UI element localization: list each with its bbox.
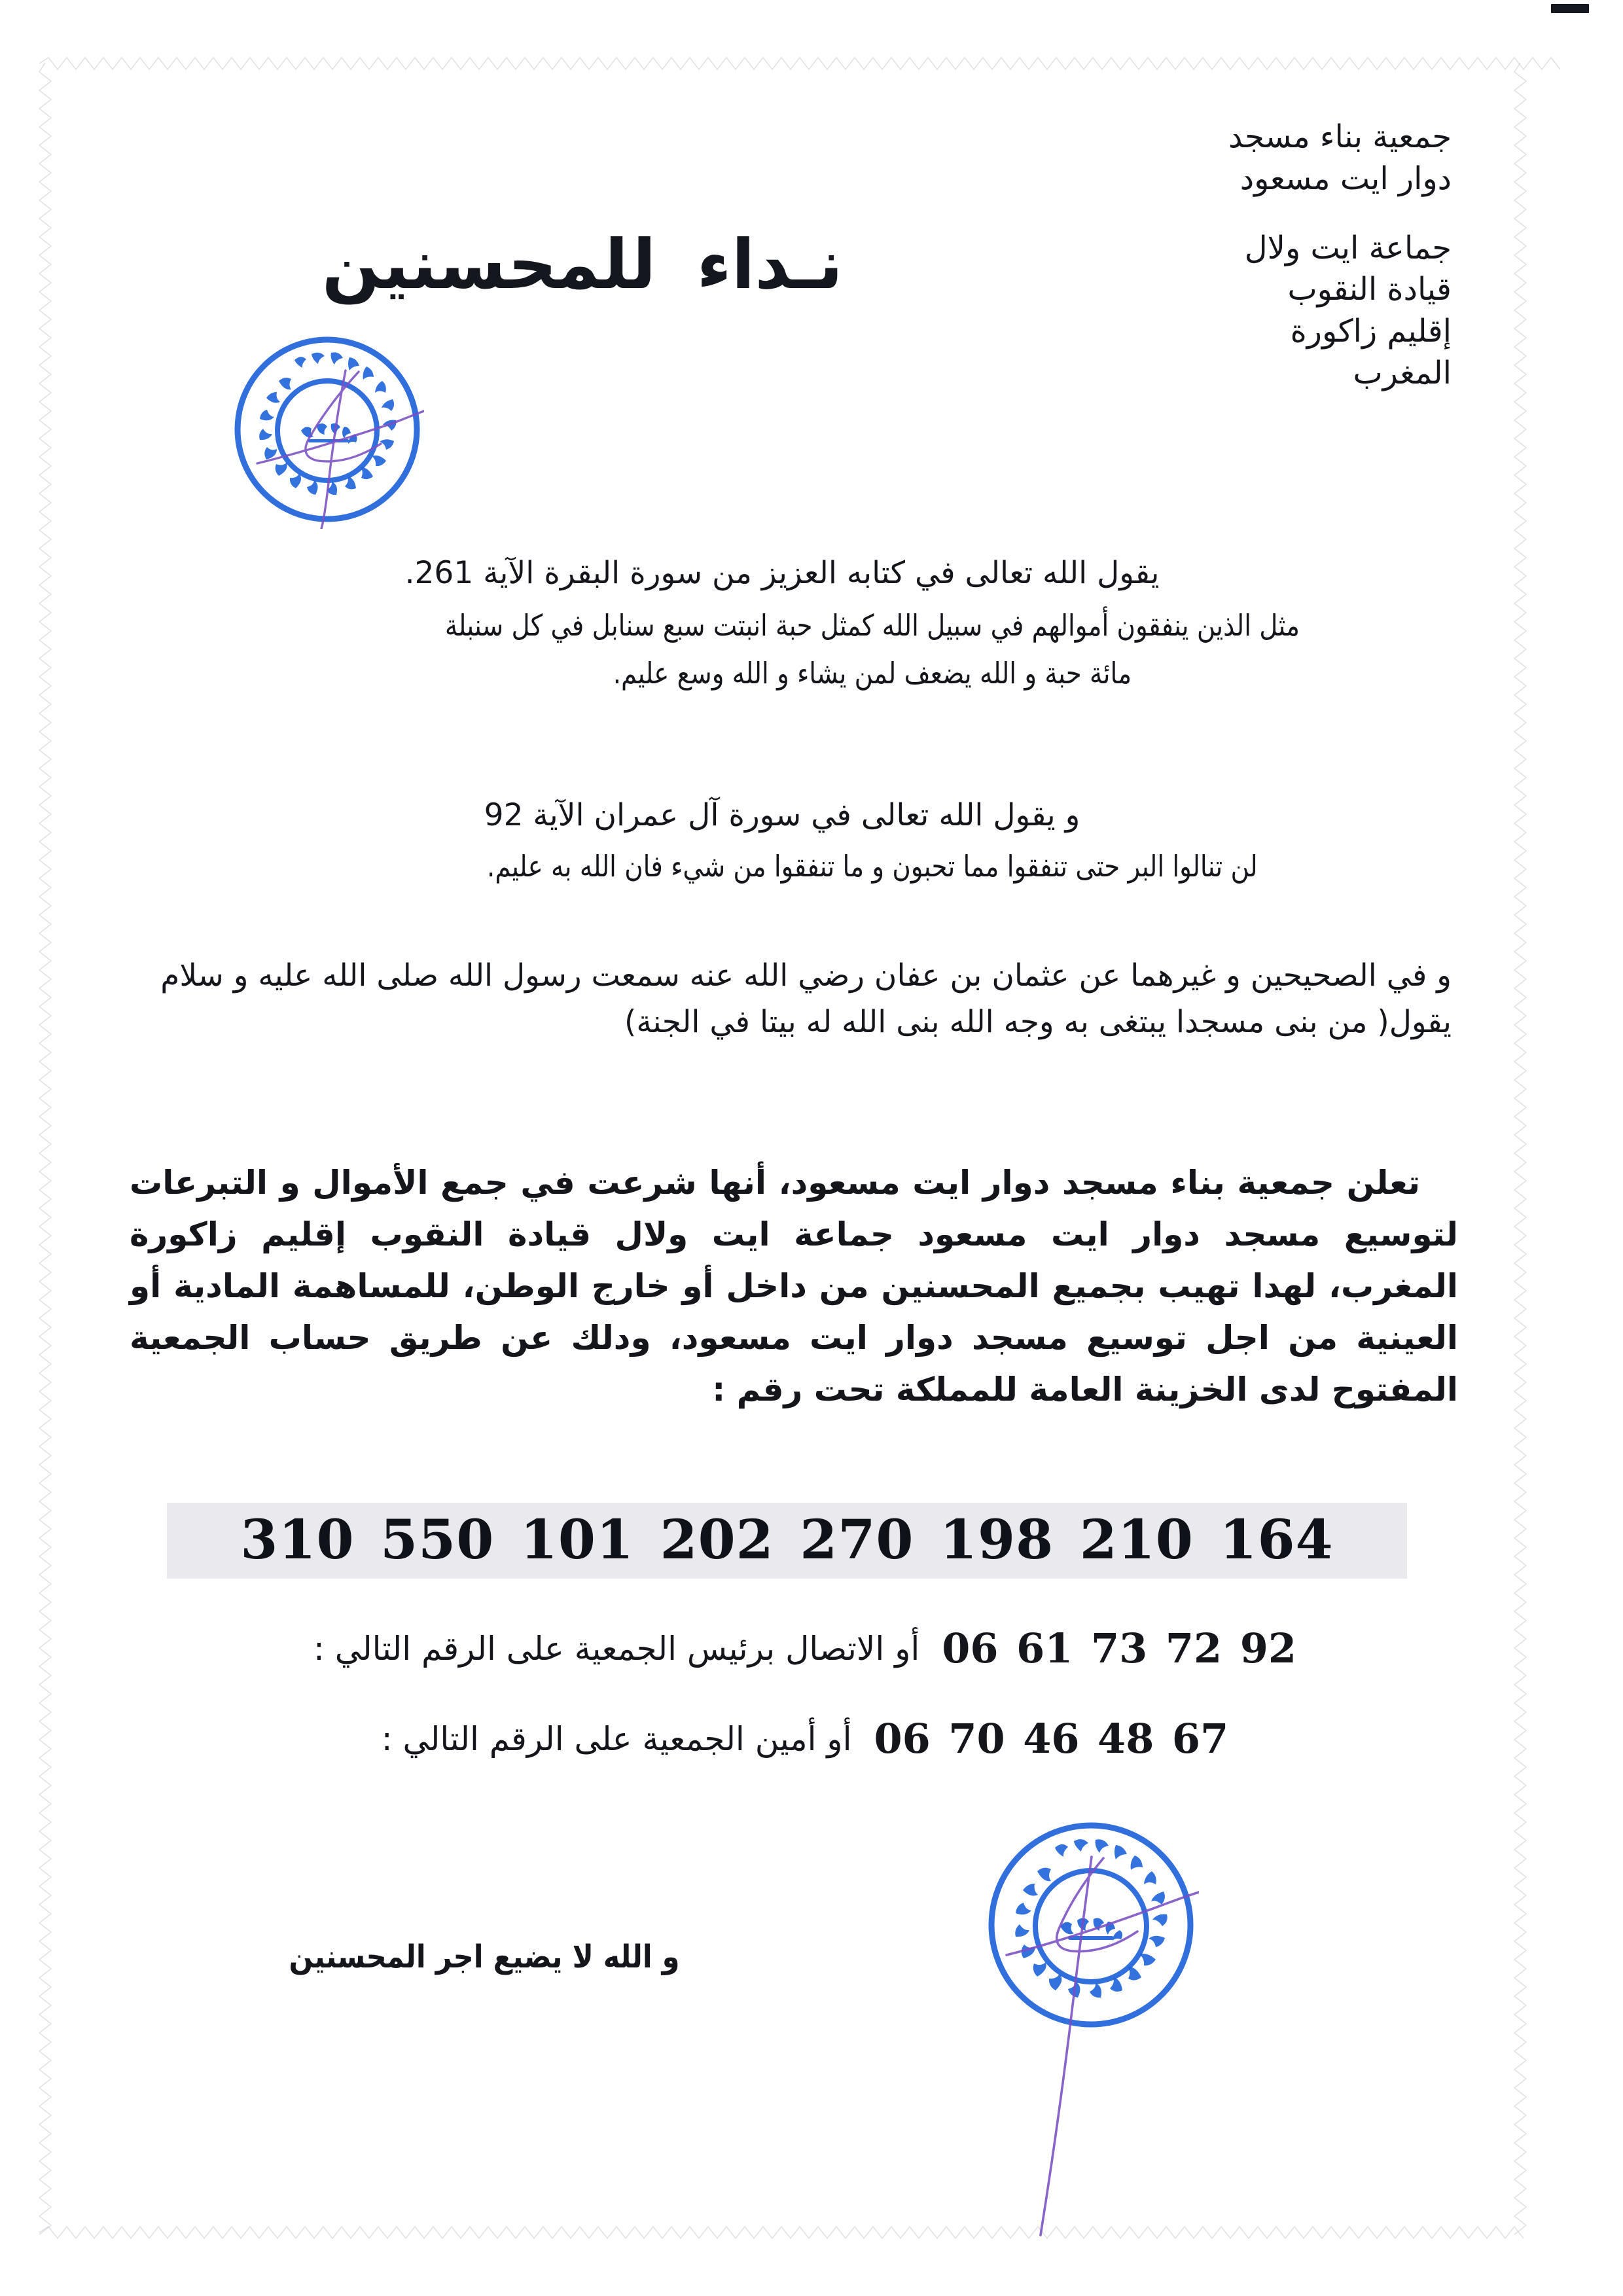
page-title: نـداء للمحسنين: [321, 224, 844, 304]
scan-edge-left: [38, 63, 52, 2242]
closing-invocation: و الله لا يضيع اجر المحسنين: [289, 1939, 680, 1975]
scan-corner-mark: [1551, 4, 1589, 13]
account-number: 310 550 101 202 270 198 210 164: [240, 1509, 1334, 1571]
contact-president-number[interactable]: 06 61 73 72 92: [942, 1624, 1297, 1672]
circular-stamp-icon: [991, 1825, 1190, 2024]
verse-baqarah-line-1: مثل الذين ينفقون أموالهم في سبيل الله كمثل حبة انبتت سبع سنابل في كل سنبلة: [444, 608, 1300, 643]
letterhead-spacer: [954, 200, 1452, 228]
scan-edge-bottom: [39, 2225, 1525, 2240]
verse-baqarah-line-2: مائة حبة و الله يضعف لمن يشاء و الله وسع عليم.: [613, 655, 1132, 691]
contact-president-label: أو الاتصال برئيس الجمعية على الرقم التالي :: [313, 1630, 920, 1668]
letterhead-line-country: المغرب: [1353, 355, 1452, 392]
letterhead-line-caidat: قيادة النقوب: [1287, 271, 1452, 308]
verse-text-baqarah: [318, 602, 1427, 698]
hadith-paragraph: و في الصحيحين و غيرهما عن عثمان بن عفان رضي الله عنه سمعت رسول الله صلى الله عليه و سلام يقول( من بنى مسجدا يبتغى به وجه الله بنى الله له بيتا في الجنة): [160, 958, 1452, 1041]
contact-treasurer: [183, 1715, 1427, 1763]
association-seal-bottom: [983, 1816, 1199, 2261]
contact-president: [183, 1624, 1427, 1672]
letterhead-line-association: جمعية بناء مسجد: [1228, 118, 1452, 155]
contact-treasurer-number[interactable]: 06 70 46 48 67: [874, 1715, 1229, 1763]
announcement-text: تعلن جمعية بناء مسجد دوار ايت مسعود، أنها شرعت في جمع الأموال و التبرعات لتوسيع مسجد دوار ايت مسعود جماعة ايت ولال قيادة النقوب إقليم زاكورة المغرب، لهدا تهيب بجميع المحسنين من داخل أو خارج الوطن، للمساهمة المادية أو العينية من اجل توسيع مسجد دوار ايت مسعود، ودلك عن طريق حساب الجمعية المفتوح لدى الخزينة العامة للمملكة تحت رقم :: [130, 1164, 1458, 1408]
letterhead-line-commune: جماعة ايت ولال: [1244, 229, 1452, 266]
scan-edge-right: [1513, 63, 1527, 2242]
verse-intro-baqarah: يقول الله تعالى في كتابه العزيز من سورة البقرة الآية 261.: [404, 555, 1160, 591]
scan-edge-top: [39, 56, 1564, 71]
contact-treasurer-label: أو أمين الجمعية على الرقم التالي :: [381, 1720, 852, 1758]
letterhead-line-village: دوار ايت مسعود: [1240, 160, 1452, 197]
letterhead-line-province: إقليم زاكورة: [1290, 313, 1452, 350]
verse-intro-imran: و يقول الله تعالى في سورة آل عمران الآية 92: [484, 797, 1080, 833]
association-seal-top: [230, 332, 424, 529]
verse-text-imran: لن تنالوا البر حتى تنفقوا مما تحبون و ما تنفقوا من شيء فان الله به عليم.: [487, 849, 1258, 884]
announcement-paragraph: [130, 1157, 1458, 1416]
letterhead: [954, 117, 1452, 395]
